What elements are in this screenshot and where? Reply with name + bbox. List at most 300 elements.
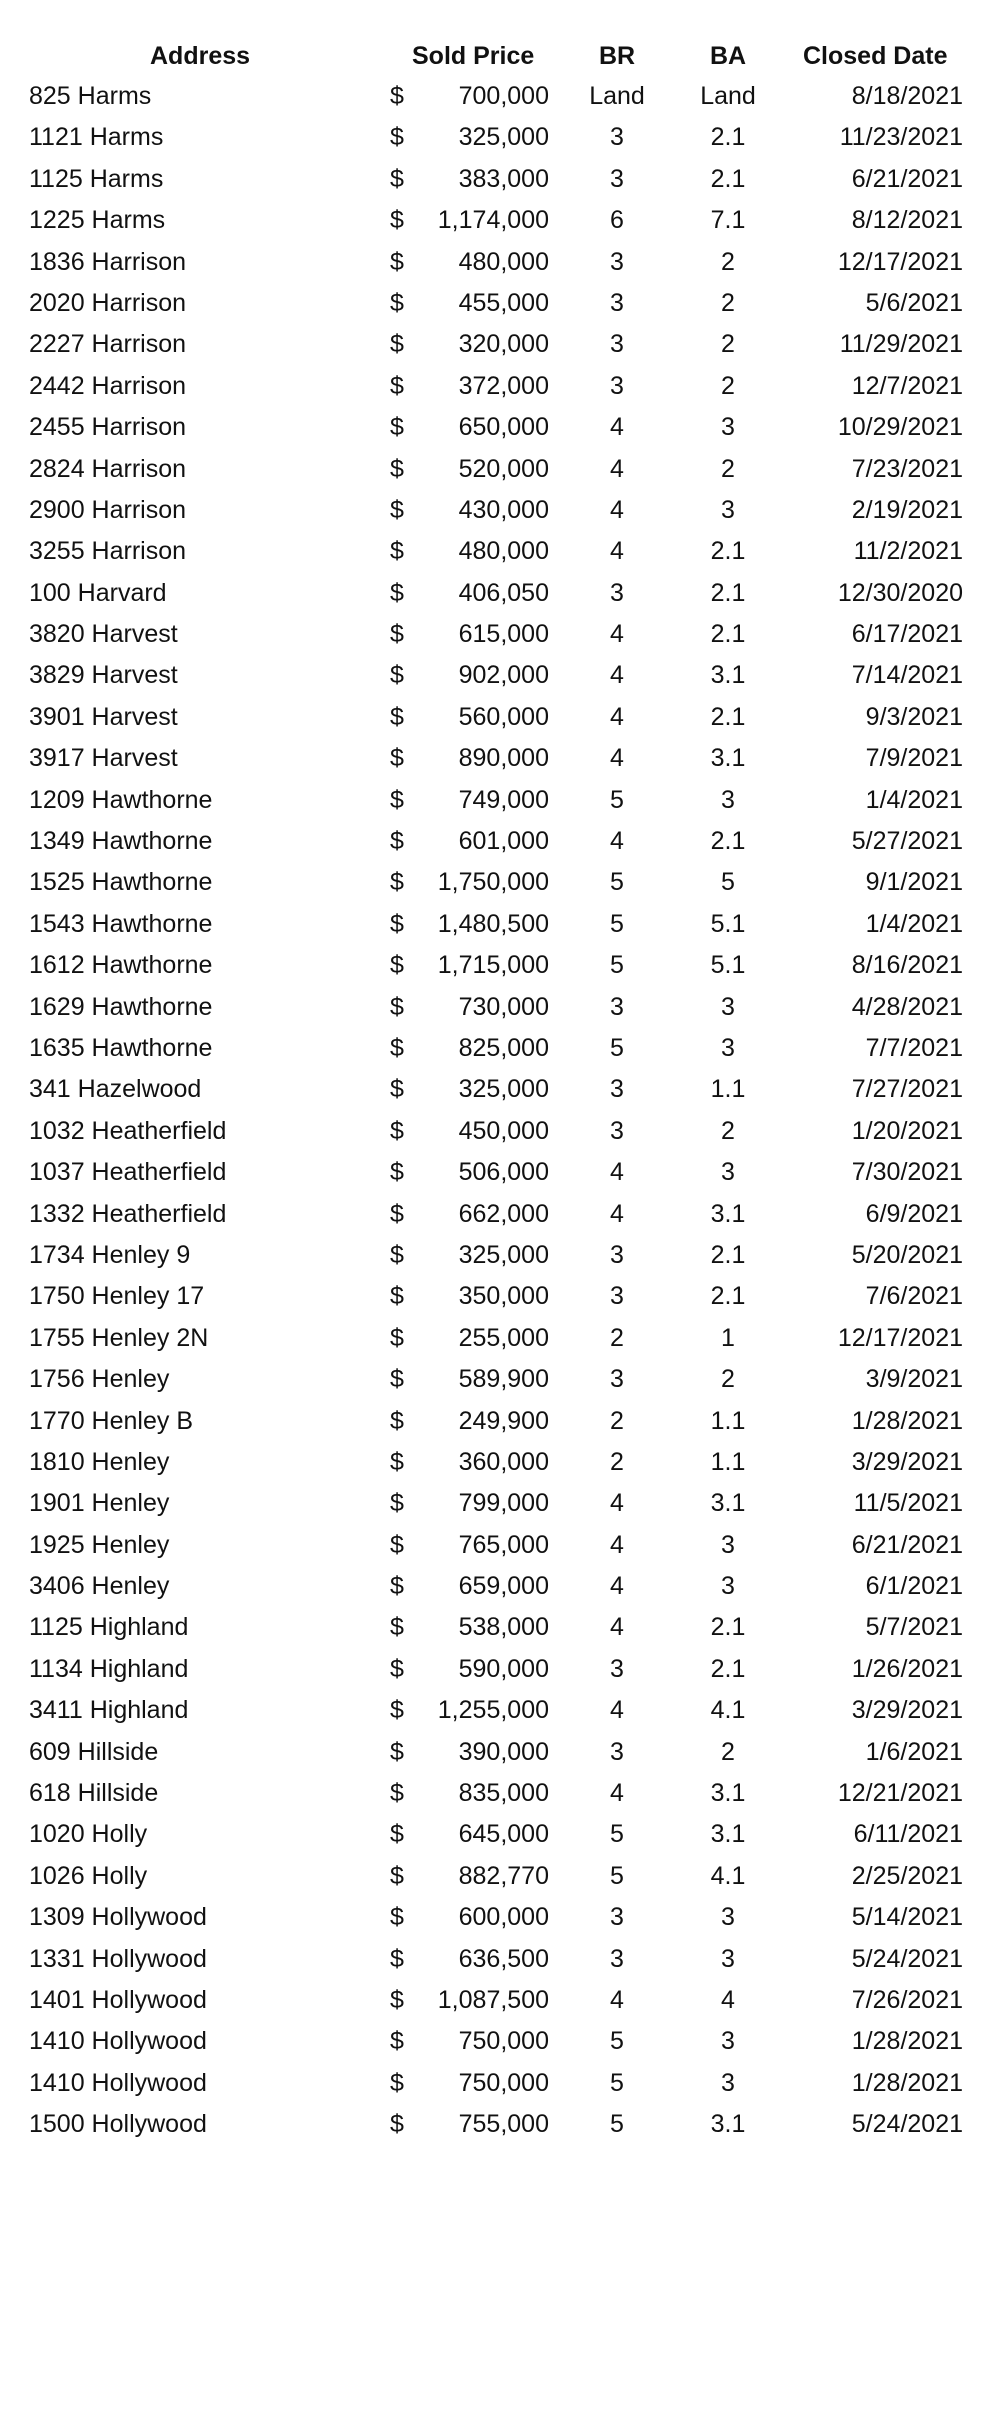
ba-value: 4.1: [710, 1861, 746, 1890]
address-cell: 609 Hillside: [29, 1737, 159, 1766]
br-value: 4: [610, 744, 624, 773]
address-cell: 1125 Highland: [29, 1613, 189, 1642]
br-value: 3: [610, 123, 624, 152]
sold-price-cell: 1,255,000: [437, 1696, 549, 1725]
currency-symbol: $: [390, 495, 404, 524]
br-value: 2: [610, 1406, 624, 1435]
table-row: [0, 1194, 1001, 1235]
table-row: [0, 655, 1001, 696]
currency-symbol: $: [390, 1240, 404, 1269]
currency-symbol: $: [390, 206, 404, 235]
ba-value: 2.1: [710, 1240, 746, 1269]
sold-price-cell: 255,000: [458, 1323, 549, 1352]
ba-value: 3: [721, 495, 735, 524]
address-cell: 1332 Heatherfield: [29, 1199, 227, 1228]
sold-price-cell: 799,000: [458, 1489, 549, 1518]
br-value: 3: [610, 1282, 624, 1311]
br-value: 5: [610, 1033, 624, 1062]
ba-value: 3: [721, 992, 735, 1021]
br-value: 4: [610, 454, 624, 483]
currency-symbol: $: [390, 1696, 404, 1725]
table-row: [0, 987, 1001, 1028]
currency-symbol: $: [390, 164, 404, 193]
closed-date-cell: 5/20/2021: [851, 1240, 963, 1269]
address-cell: 3829 Harvest: [29, 661, 178, 690]
currency-symbol: $: [390, 371, 404, 400]
br-value: 4: [610, 1696, 624, 1725]
table-row: [0, 1773, 1001, 1814]
ba-value: 2.1: [710, 620, 746, 649]
br-value: 4: [610, 413, 624, 442]
address-cell: 1410 Hollywood: [29, 2068, 207, 2097]
ba-value: 2.1: [710, 1613, 746, 1642]
address-cell: 1770 Henley B: [29, 1406, 194, 1435]
table-row: [0, 407, 1001, 448]
ba-value: 3: [721, 1530, 735, 1559]
table-row: [0, 76, 1001, 117]
closed-date-cell: 6/17/2021: [851, 620, 963, 649]
sold-price-cell: 1,750,000: [437, 868, 549, 897]
br-value: 3: [610, 330, 624, 359]
table-row: [0, 531, 1001, 572]
sold-price-cell: 430,000: [458, 495, 549, 524]
br-value: 5: [610, 785, 624, 814]
closed-date-cell: 7/6/2021: [865, 1282, 963, 1311]
ba-value: 2: [721, 1365, 735, 1394]
br-value: 4: [610, 1779, 624, 1808]
address-cell: 1401 Hollywood: [29, 1985, 207, 2014]
sold-price-cell: 765,000: [458, 1530, 549, 1559]
ba-value: 2: [721, 1116, 735, 1145]
table-row: [0, 1939, 1001, 1980]
closed-date-cell: 12/7/2021: [851, 371, 963, 400]
br-value: 4: [610, 702, 624, 731]
br-value: 4: [610, 1158, 624, 1187]
currency-symbol: $: [390, 413, 404, 442]
address-cell: 1349 Hawthorne: [29, 827, 213, 856]
address-cell: 1037 Heatherfield: [29, 1158, 227, 1187]
ba-value: 3.1: [710, 1199, 746, 1228]
table-row: [0, 573, 1001, 614]
currency-symbol: $: [390, 661, 404, 690]
table-row: [0, 1235, 1001, 1276]
ba-value: 3.1: [710, 744, 746, 773]
sold-price-cell: 749,000: [458, 785, 549, 814]
br-value: 3: [610, 1944, 624, 1973]
ba-value: 3: [721, 1944, 735, 1973]
ba-value: 3: [721, 2068, 735, 2097]
table-row: [0, 490, 1001, 531]
ba-value: 1.1: [710, 1406, 746, 1435]
br-value: 4: [610, 620, 624, 649]
ba-value: 2.1: [710, 1282, 746, 1311]
closed-date-cell: 3/29/2021: [851, 1447, 963, 1476]
sold-price-cell: 1,174,000: [437, 206, 549, 235]
br-value: 5: [610, 1820, 624, 1849]
currency-symbol: $: [390, 578, 404, 607]
currency-symbol: $: [390, 1406, 404, 1435]
currency-symbol: $: [390, 1944, 404, 1973]
column-header-closed-date: Closed Date: [803, 42, 948, 70]
ba-value: 2.1: [710, 123, 746, 152]
br-value: 5: [610, 909, 624, 938]
address-cell: 2020 Harrison: [29, 288, 187, 317]
closed-date-cell: 6/21/2021: [851, 164, 963, 193]
table-row: [0, 200, 1001, 241]
table-row: [0, 1028, 1001, 1069]
currency-symbol: $: [390, 1075, 404, 1104]
address-cell: 1121 Harms: [29, 123, 164, 152]
sold-price-cell: 538,000: [458, 1613, 549, 1642]
table-row: [0, 1483, 1001, 1524]
address-cell: 825 Harms: [29, 82, 152, 110]
br-value: Land: [589, 82, 645, 110]
br-value: 4: [610, 661, 624, 690]
address-cell: 1810 Henley: [29, 1447, 170, 1476]
sold-price-cell: 700,000: [458, 82, 549, 110]
sold-price-cell: 360,000: [458, 1447, 549, 1476]
closed-date-cell: 7/27/2021: [851, 1075, 963, 1104]
address-cell: 1543 Hawthorne: [29, 909, 213, 938]
closed-date-cell: 11/23/2021: [839, 123, 963, 152]
br-value: 5: [610, 2068, 624, 2097]
address-cell: 3820 Harvest: [29, 620, 178, 649]
currency-symbol: $: [390, 1489, 404, 1518]
table-row: [0, 738, 1001, 779]
address-cell: 1756 Henley: [29, 1365, 170, 1394]
table-row: [0, 1401, 1001, 1442]
closed-date-cell: 5/24/2021: [851, 1944, 963, 1973]
sold-price-cell: 755,000: [458, 2110, 549, 2139]
br-value: 4: [610, 1985, 624, 2014]
ba-value: 3: [721, 1572, 735, 1601]
address-cell: 1755 Henley 2N: [29, 1323, 209, 1352]
ba-value: 3: [721, 1033, 735, 1062]
closed-date-cell: 3/29/2021: [851, 1696, 963, 1725]
address-cell: 3255 Harrison: [29, 537, 187, 566]
address-cell: 1134 Highland: [29, 1654, 189, 1683]
currency-symbol: $: [390, 1447, 404, 1476]
table-row: [0, 1111, 1001, 1152]
closed-date-cell: 5/14/2021: [851, 1903, 963, 1932]
table-body: [0, 76, 1001, 2146]
currency-symbol: $: [390, 1033, 404, 1062]
br-value: 3: [610, 247, 624, 276]
br-value: 4: [610, 1572, 624, 1601]
ba-value: 3.1: [710, 2110, 746, 2139]
ba-value: 2: [721, 454, 735, 483]
closed-date-cell: 12/30/2020: [837, 578, 963, 607]
sold-price-cell: 450,000: [458, 1116, 549, 1145]
address-cell: 2455 Harrison: [29, 413, 187, 442]
sold-price-cell: 601,000: [458, 827, 549, 856]
br-value: 3: [610, 1903, 624, 1932]
table-row: [0, 1856, 1001, 1897]
closed-date-cell: 12/17/2021: [837, 1323, 963, 1352]
br-value: 3: [610, 992, 624, 1021]
currency-symbol: $: [390, 82, 404, 110]
address-cell: 1026 Holly: [29, 1861, 148, 1890]
br-value: 5: [610, 868, 624, 897]
currency-symbol: $: [390, 620, 404, 649]
br-value: 3: [610, 371, 624, 400]
sold-price-cell: 600,000: [458, 1903, 549, 1932]
table-row: [0, 2104, 1001, 2145]
address-cell: 100 Harvard: [29, 578, 167, 607]
currency-symbol: $: [390, 537, 404, 566]
address-cell: 2442 Harrison: [29, 371, 187, 400]
currency-symbol: $: [390, 1158, 404, 1187]
table-row: [0, 1897, 1001, 1938]
table-row: [0, 614, 1001, 655]
closed-date-cell: 2/25/2021: [851, 1861, 963, 1890]
sold-price-cell: 659,000: [458, 1572, 549, 1601]
currency-symbol: $: [390, 1613, 404, 1642]
table-row: [0, 1566, 1001, 1607]
closed-date-cell: 5/27/2021: [851, 827, 963, 856]
table-row: [0, 1152, 1001, 1193]
ba-value: 2: [721, 371, 735, 400]
currency-symbol: $: [390, 992, 404, 1021]
table-row: [0, 242, 1001, 283]
currency-symbol: $: [390, 2110, 404, 2139]
ba-value: 7.1: [710, 206, 746, 235]
sold-price-cell: 645,000: [458, 1820, 549, 1849]
closed-date-cell: 1/26/2021: [851, 1654, 963, 1683]
table-row: [0, 324, 1001, 365]
sold-price-cell: 1,715,000: [437, 951, 549, 980]
sold-price-cell: 650,000: [458, 413, 549, 442]
br-value: 4: [610, 827, 624, 856]
currency-symbol: $: [390, 702, 404, 731]
closed-date-cell: 11/5/2021: [853, 1489, 963, 1518]
sold-price-cell: 590,000: [458, 1654, 549, 1683]
currency-symbol: $: [390, 785, 404, 814]
ba-value: 2.1: [710, 1654, 746, 1683]
sold-price-cell: 902,000: [458, 661, 549, 690]
table-row: [0, 1318, 1001, 1359]
sold-price-cell: 480,000: [458, 247, 549, 276]
currency-symbol: $: [390, 247, 404, 276]
address-cell: 1500 Hollywood: [29, 2110, 207, 2139]
table-row: [0, 2021, 1001, 2062]
sold-price-cell: 615,000: [458, 620, 549, 649]
sold-price-cell: 249,900: [458, 1406, 549, 1435]
sold-price-cell: 750,000: [458, 2027, 549, 2056]
ba-value: 2: [721, 247, 735, 276]
closed-date-cell: 1/28/2021: [851, 1406, 963, 1435]
address-cell: 2227 Harrison: [29, 330, 187, 359]
br-value: 5: [610, 2027, 624, 2056]
sold-price-cell: 730,000: [458, 992, 549, 1021]
table-row: [0, 366, 1001, 407]
sold-price-cell: 325,000: [458, 1240, 549, 1269]
sold-price-cell: 383,000: [458, 164, 549, 193]
br-value: 5: [610, 1861, 624, 1890]
br-value: 3: [610, 578, 624, 607]
br-value: 4: [610, 1489, 624, 1518]
sold-price-cell: 662,000: [458, 1199, 549, 1228]
table-row: [0, 1069, 1001, 1110]
table-row: [0, 1980, 1001, 2021]
ba-value: 2: [721, 288, 735, 317]
currency-symbol: $: [390, 2068, 404, 2097]
closed-date-cell: 7/14/2021: [851, 661, 963, 690]
closed-date-cell: 5/6/2021: [865, 288, 963, 317]
currency-symbol: $: [390, 951, 404, 980]
table-row: [0, 1276, 1001, 1317]
sold-price-cell: 372,000: [458, 371, 549, 400]
ba-value: Land: [700, 82, 756, 110]
ba-value: 3: [721, 1903, 735, 1932]
br-value: 3: [610, 1654, 624, 1683]
sold-price-cell: 750,000: [458, 2068, 549, 2097]
address-cell: 1734 Henley 9: [29, 1240, 191, 1269]
address-cell: 1925 Henley: [29, 1530, 170, 1559]
table-row: [0, 862, 1001, 903]
sold-price-cell: 406,050: [458, 578, 549, 607]
currency-symbol: $: [390, 1820, 404, 1849]
table-row: [0, 1649, 1001, 1690]
table-row: [0, 821, 1001, 862]
closed-date-cell: 5/24/2021: [851, 2110, 963, 2139]
table-header-row: [0, 36, 1001, 76]
ba-value: 3: [721, 2027, 735, 2056]
ba-value: 2.1: [710, 702, 746, 731]
table-row: [0, 1814, 1001, 1855]
closed-date-cell: 9/3/2021: [865, 702, 963, 731]
br-value: 5: [610, 2110, 624, 2139]
address-cell: 1309 Hollywood: [29, 1903, 207, 1932]
sold-price-cell: 825,000: [458, 1033, 549, 1062]
closed-date-cell: 4/28/2021: [851, 992, 963, 1021]
currency-symbol: $: [390, 288, 404, 317]
ba-value: 1: [721, 1323, 735, 1352]
address-cell: 1836 Harrison: [29, 247, 187, 276]
br-value: 3: [610, 1240, 624, 1269]
ba-value: 5: [721, 868, 735, 897]
currency-symbol: $: [390, 1323, 404, 1352]
sold-price-cell: 882,770: [458, 1861, 549, 1890]
table-row: [0, 1690, 1001, 1731]
closed-date-cell: 1/4/2021: [865, 909, 963, 938]
closed-date-cell: 1/28/2021: [851, 2027, 963, 2056]
br-value: 4: [610, 1530, 624, 1559]
ba-value: 3.1: [710, 1779, 746, 1808]
sold-price-cell: 1,480,500: [437, 909, 549, 938]
ba-value: 1.1: [710, 1075, 746, 1104]
closed-date-cell: 8/16/2021: [851, 951, 963, 980]
address-cell: 1629 Hawthorne: [29, 992, 213, 1021]
currency-symbol: $: [390, 1365, 404, 1394]
closed-date-cell: 6/11/2021: [853, 1820, 963, 1849]
currency-symbol: $: [390, 1282, 404, 1311]
currency-symbol: $: [390, 1779, 404, 1808]
ba-value: 1.1: [710, 1447, 746, 1476]
table-row: [0, 1607, 1001, 1648]
address-cell: 1209 Hawthorne: [29, 785, 213, 814]
currency-symbol: $: [390, 2027, 404, 2056]
currency-symbol: $: [390, 123, 404, 152]
address-cell: 3406 Henley: [29, 1572, 170, 1601]
closed-date-cell: 6/21/2021: [851, 1530, 963, 1559]
sold-price-cell: 350,000: [458, 1282, 549, 1311]
closed-date-cell: 7/9/2021: [865, 744, 963, 773]
closed-date-cell: 8/18/2021: [851, 82, 963, 110]
sold-price-cell: 520,000: [458, 454, 549, 483]
br-value: 4: [610, 1199, 624, 1228]
address-cell: 1020 Holly: [29, 1820, 148, 1849]
br-value: 4: [610, 537, 624, 566]
currency-symbol: $: [390, 1737, 404, 1766]
currency-symbol: $: [390, 1861, 404, 1890]
ba-value: 2.1: [710, 537, 746, 566]
closed-date-cell: 11/2/2021: [853, 537, 963, 566]
address-cell: 3411 Highland: [29, 1696, 189, 1725]
br-value: 3: [610, 1075, 624, 1104]
sold-price-cell: 506,000: [458, 1158, 549, 1187]
closed-date-cell: 3/9/2021: [865, 1365, 963, 1394]
table-row: [0, 697, 1001, 738]
sold-price-cell: 325,000: [458, 123, 549, 152]
address-cell: 1612 Hawthorne: [29, 951, 213, 980]
currency-symbol: $: [390, 827, 404, 856]
br-value: 4: [610, 1613, 624, 1642]
address-cell: 1901 Henley: [29, 1489, 170, 1518]
sold-price-cell: 589,900: [458, 1365, 549, 1394]
address-cell: 1750 Henley 17: [29, 1282, 205, 1311]
ba-value: 2.1: [710, 578, 746, 607]
table-row: [0, 1359, 1001, 1400]
closed-date-cell: 12/17/2021: [837, 247, 963, 276]
br-value: 2: [610, 1323, 624, 1352]
sold-price-cell: 1,087,500: [437, 1985, 549, 2014]
currency-symbol: $: [390, 744, 404, 773]
closed-date-cell: 6/9/2021: [865, 1199, 963, 1228]
closed-date-cell: 5/7/2021: [865, 1613, 963, 1642]
table-row: [0, 904, 1001, 945]
br-value: 2: [610, 1447, 624, 1476]
address-cell: 1225 Harms: [29, 206, 166, 235]
ba-value: 4.1: [710, 1696, 746, 1725]
ba-value: 3: [721, 785, 735, 814]
ba-value: 4: [721, 1985, 735, 2014]
sold-price-cell: 480,000: [458, 537, 549, 566]
closed-date-cell: 11/29/2021: [839, 330, 963, 359]
closed-date-cell: 1/28/2021: [851, 2068, 963, 2097]
table-row: [0, 1442, 1001, 1483]
table-row: [0, 1732, 1001, 1773]
table-row: [0, 2063, 1001, 2104]
br-value: 3: [610, 1116, 624, 1145]
column-header-br-label: BR: [598, 42, 636, 70]
address-cell: 3917 Harvest: [29, 744, 178, 773]
closed-date-cell: 7/23/2021: [851, 454, 963, 483]
closed-date-cell: 2/19/2021: [851, 495, 963, 524]
ba-value: 5.1: [710, 951, 746, 980]
address-cell: 1635 Hawthorne: [29, 1033, 213, 1062]
closed-date-cell: 9/1/2021: [865, 868, 963, 897]
address-cell: 3901 Harvest: [29, 702, 178, 731]
currency-symbol: $: [390, 1903, 404, 1932]
address-cell: 341 Hazelwood: [29, 1075, 202, 1104]
address-cell: 2900 Harrison: [29, 495, 187, 524]
address-cell: 1125 Harms: [29, 164, 164, 193]
column-header-ba-label: BA: [709, 42, 747, 70]
sold-price-cell: 455,000: [458, 288, 549, 317]
ba-value: 3.1: [710, 1820, 746, 1849]
table-row: [0, 780, 1001, 821]
